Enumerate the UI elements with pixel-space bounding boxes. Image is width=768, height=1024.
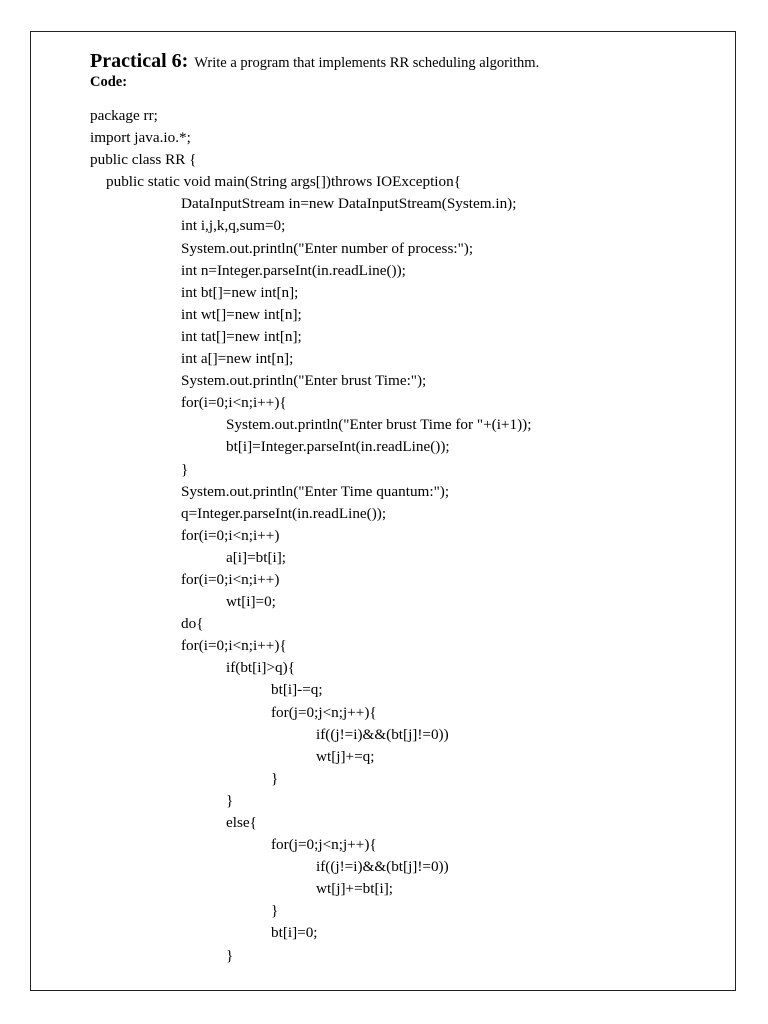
code-line: int wt[]=new int[n]; bbox=[181, 305, 302, 323]
code-line: int n=Integer.parseInt(in.readLine()); bbox=[181, 261, 406, 279]
code-line: for(i=0;i<n;i++){ bbox=[181, 394, 287, 412]
code-line: int bt[]=new int[n]; bbox=[181, 283, 299, 301]
code-line: } bbox=[226, 946, 234, 964]
code-line: System.out.println("Enter Time quantum:"); bbox=[181, 482, 450, 500]
code-line: wt[i]=0; bbox=[226, 593, 276, 611]
code-line: package rr; bbox=[90, 107, 158, 124]
code-line: public class RR { bbox=[90, 151, 197, 169]
code-line: for(i=0;i<n;i++){ bbox=[181, 637, 287, 655]
code-line: } bbox=[271, 902, 279, 920]
code-line: System.out.println("Enter brust Time for "+(i+1)); bbox=[226, 416, 532, 434]
code-line: bt[i]-=q; bbox=[271, 681, 323, 699]
code-line: DataInputStream in=new DataInputStream(System.in); bbox=[181, 195, 517, 213]
code-line: import java.io.*; bbox=[90, 129, 191, 147]
code-line: } bbox=[181, 460, 189, 478]
code-line: do{ bbox=[181, 615, 204, 633]
code-line: int tat[]=new int[n]; bbox=[181, 327, 302, 345]
code-line: if(bt[i]>q){ bbox=[226, 659, 295, 677]
code-line: for(j=0;j<n;j++){ bbox=[271, 836, 377, 854]
code-line: } bbox=[271, 769, 279, 787]
code-line: if((j!=i)&&(bt[j]!=0)) bbox=[316, 725, 449, 743]
code-line: else{ bbox=[226, 814, 257, 831]
code-line: bt[i]=Integer.parseInt(in.readLine()); bbox=[226, 438, 450, 456]
code-line: int i,j,k,q,sum=0; bbox=[181, 217, 286, 235]
practical-title: Practical 6: bbox=[90, 50, 189, 72]
code-label: Code: bbox=[90, 74, 128, 90]
code-line: wt[j]+=bt[i]; bbox=[316, 880, 394, 898]
code-line: } bbox=[226, 791, 234, 809]
code-line: for(i=0;i<n;i++) bbox=[181, 526, 280, 544]
code-line: wt[j]+=q; bbox=[316, 747, 375, 765]
code-line: for(j=0;j<n;j++){ bbox=[271, 703, 377, 721]
code-line: int a[]=new int[n]; bbox=[181, 350, 294, 368]
code-line: bt[i]=0; bbox=[271, 924, 318, 942]
code-line: for(i=0;i<n;i++) bbox=[181, 570, 280, 588]
code-line: a[i]=bt[i]; bbox=[226, 548, 287, 566]
practical-heading bbox=[90, 50, 539, 73]
code-line: public static void main(String args[])throws IOException{ bbox=[106, 173, 461, 191]
code-line: System.out.println("Enter brust Time:"); bbox=[181, 372, 427, 390]
code-line: q=Integer.parseInt(in.readLine()); bbox=[181, 504, 387, 522]
code-line: System.out.println("Enter number of process:"); bbox=[181, 239, 474, 257]
practical-description: Write a program that implements RR scheduling algorithm. bbox=[194, 55, 540, 71]
code-block bbox=[90, 105, 531, 967]
code-line: if((j!=i)&&(bt[j]!=0)) bbox=[316, 858, 449, 876]
